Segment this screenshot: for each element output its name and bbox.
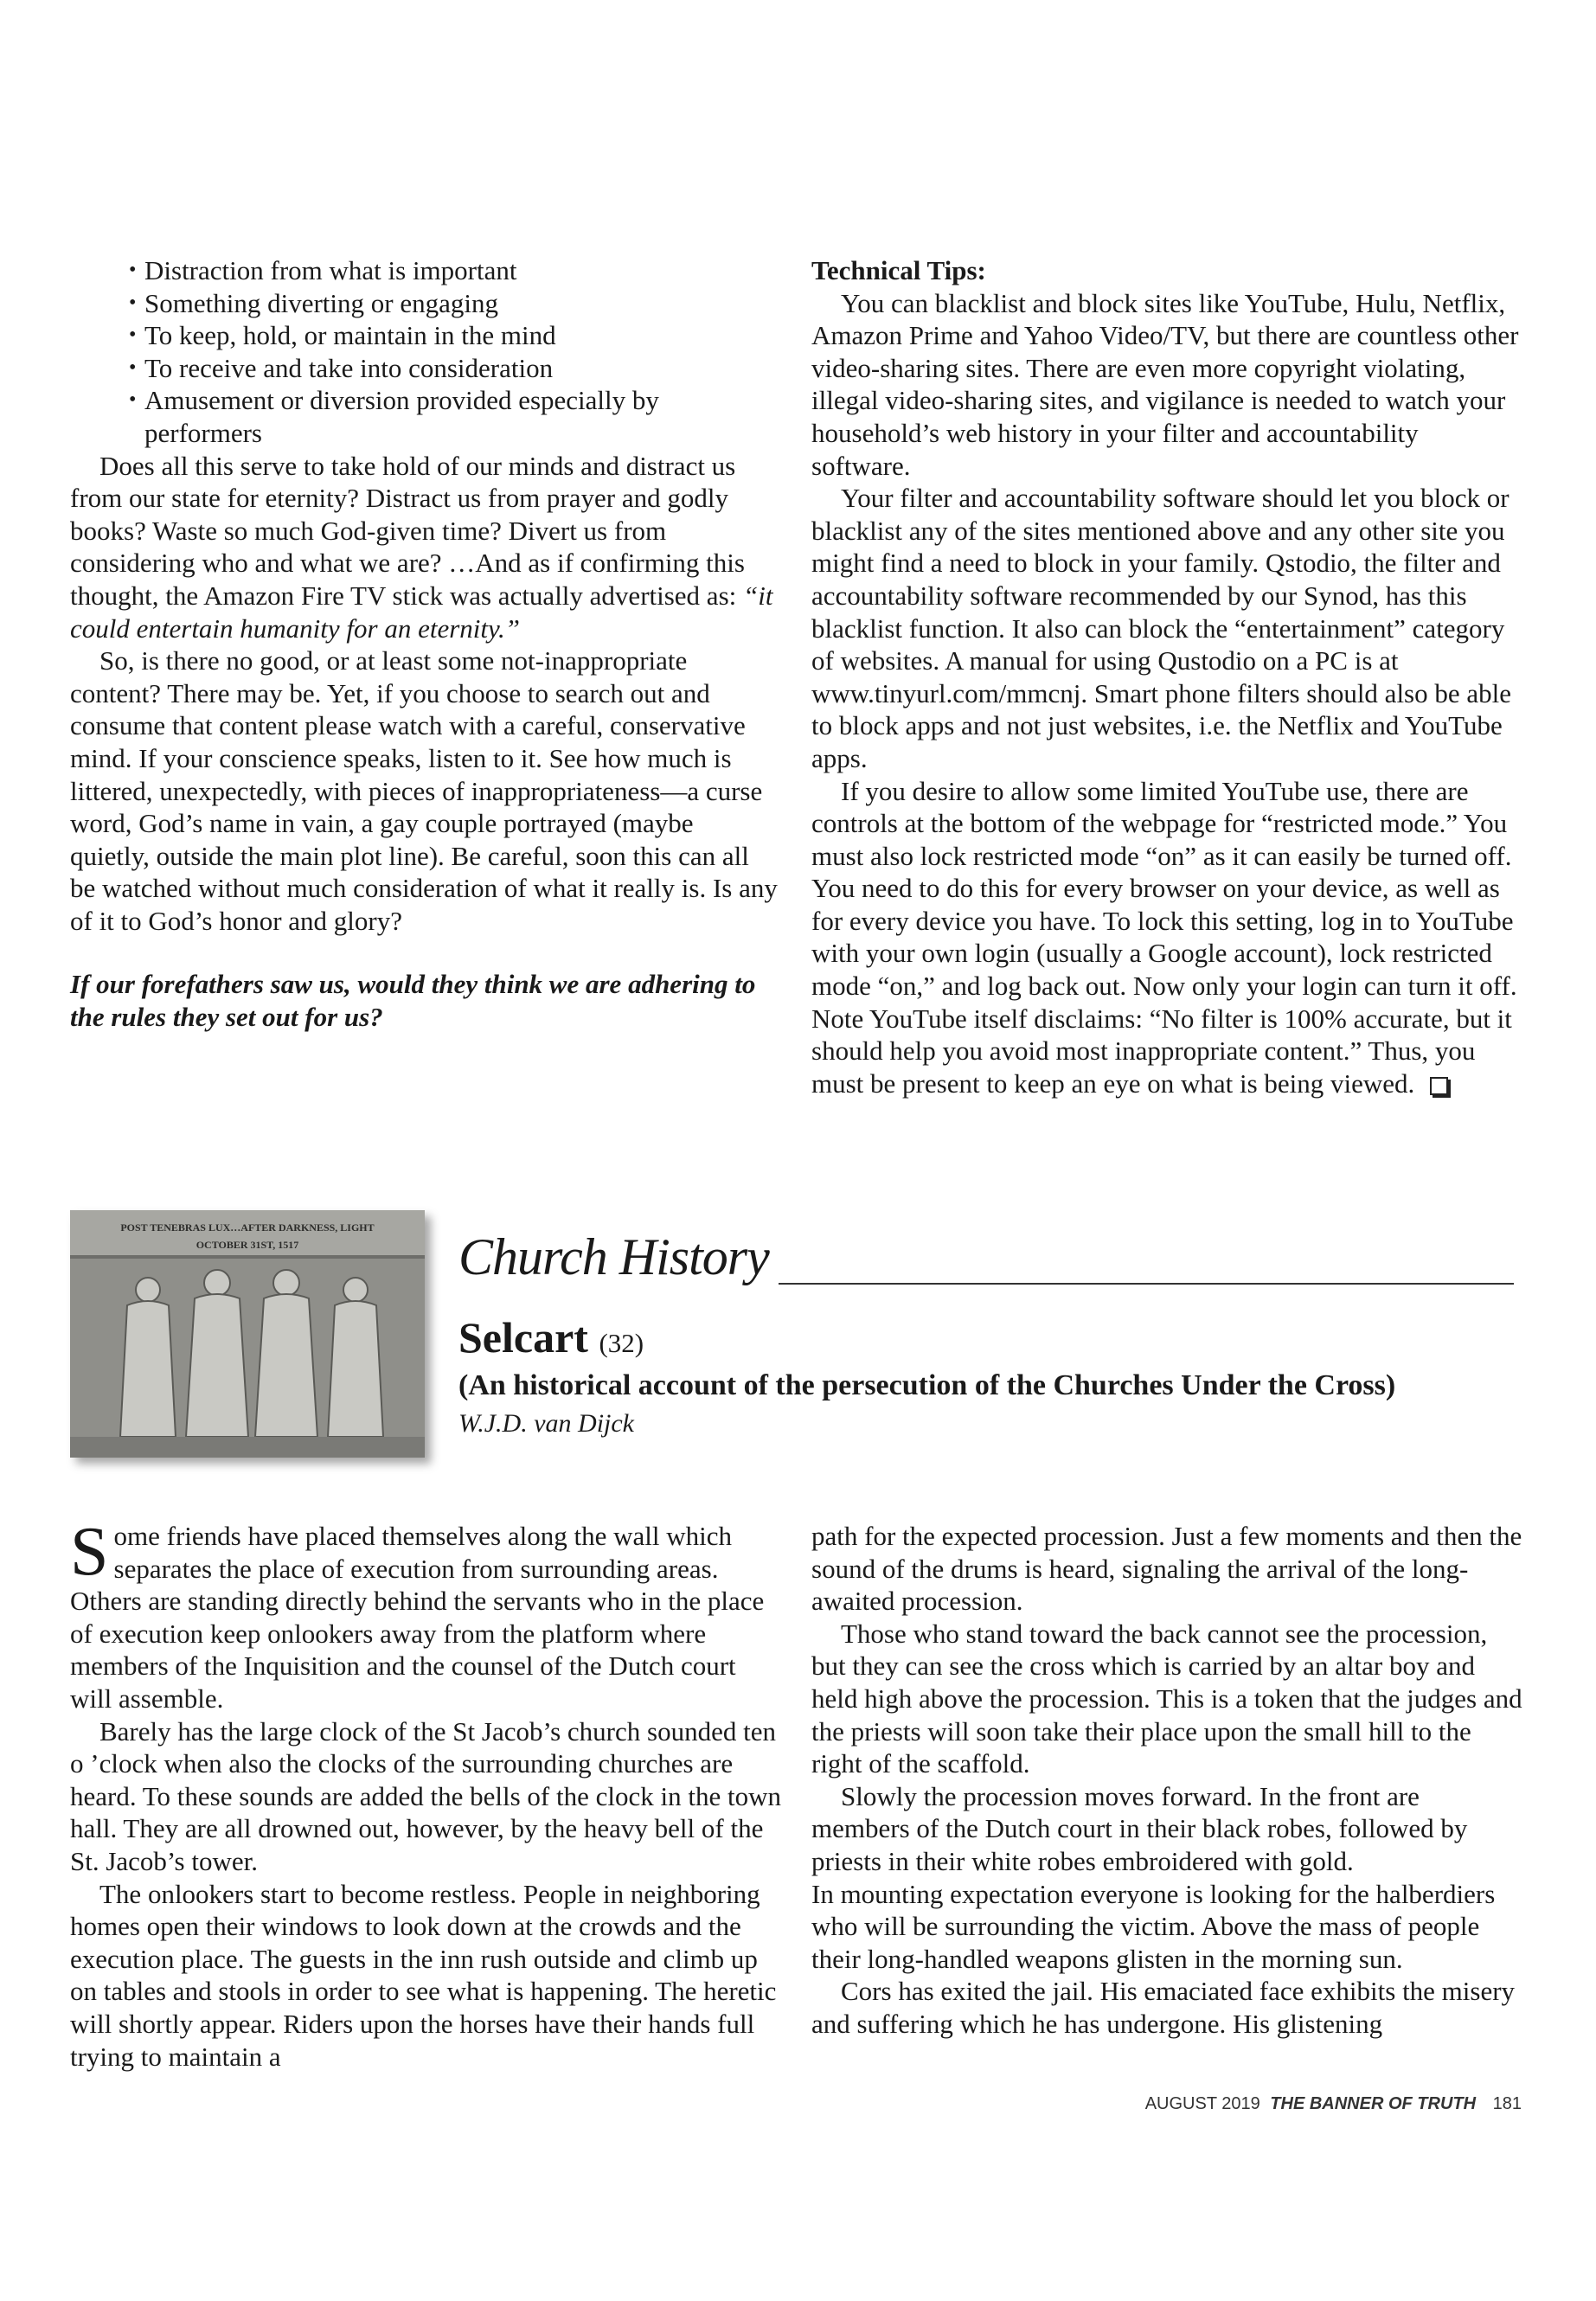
- paragraph: You can blacklist and block sites like YouTube, Hulu, Netflix, Amazon Prime and Yahoo Video/TV, but there are countless other video-sharing sites. There are even more copyright violating, illegal video-sharing sites, and vigilance is needed to watch your household’s web history in your filter and accountability software.: [811, 287, 1519, 481]
- top-left-column: [70, 254, 779, 1034]
- paragraph: Slowly the procession moves forward. In the front are members of the Dutch court in their black robes, followed by priests in their white robes embroidered with gold.: [811, 1780, 1468, 1876]
- section-title: Church History: [458, 1228, 769, 1285]
- quote: “it could entertain humanity for an eternity.”: [70, 580, 773, 644]
- paragraph: [811, 775, 1523, 1100]
- paragraph-text: If you desire to allow some limited YouTube use, there are controls at the bottom of the webpage for “restricted mode.” You must also lock restricted mode “on” as it can easily be turned off. You need to do this for every browser on your device, as well as for every device you have. To lock this setting, log in to YouTube with your own login (usually a Google account), lock restricted mode “on,” and log back out. Now only your login can turn it off. Note YouTube itself disclaims: “No filter is 100% accurate, but it should help you avoid most inappropriate content.” Thus, you must be present to keep an eye on what is being viewed.: [811, 775, 1517, 1099]
- paragraph: Barely has the large clock of the St Jacob’s church sounded ten o ’clock when also the clocks of the surrounding churches are heard. To these sounds are added the bells of the clock in the town hall. They are all drowned out, however, by the heavy bell of the St. Jacob’s tower.: [70, 1715, 781, 1876]
- paragraph: Your filter and accountability software should let you block or blacklist any of the sites mentioned above and any other site you might find a need to block in your family. Qstodio, the filter and accountability software recommended by our Synod, has this blacklist function. It also can block the “entertainment” category of websites. A manual for using Qustodio on a PC is at www.tinyurl.com/mmcnj. Smart phone filters should also be able to block apps and not just websites, i.e. the Netflix and YouTube apps.: [811, 483, 1512, 773]
- bottom-right-column: [811, 1520, 1523, 2041]
- article-subtitle: (An historical account of the persecution of the Churches Under the Cross): [458, 1369, 1396, 1401]
- end-mark-icon: [1430, 1077, 1448, 1095]
- issue-date: AUGUST 2019: [1144, 2094, 1260, 2113]
- reformation-wall-image: [70, 1210, 425, 1458]
- paragraph: So, is there no good, or at least some not-inappropriate content? There may be. Yet, if you choose to search out and consume that content please watch with a careful, conservative mind. If your conscience speaks, listen to it. See how much is littered, unexpectedly, with pieces of inappropriateness—a curse word, God’s name in vain, a gay couple portrayed (maybe quietly, outside the main plot line). Be careful, soon this can all be watched without much consideration of what it really is. Is any of it to God’s honor and glory?: [70, 645, 778, 936]
- paragraph: Those who stand toward the back cannot see the procession, but they can see the cross which is carried by an altar boy and held high above the procession. This is a token that the judges and the priests will soon take their place upon the small hill to the right of the scaffold.: [811, 1618, 1522, 1779]
- paragraph-text: ome friends have placed themselves along the wall which separates the place of execution from surrounding areas. Others are standing directly behind the servants who in the place of execution keep onlookers away from the platform where members of the Inquisition and the counsel of the Dutch court will assemble.: [70, 1521, 765, 1714]
- title-rule: [779, 1283, 1514, 1285]
- drop-cap: S: [70, 1514, 109, 1590]
- part-number: (32): [599, 1328, 644, 1358]
- inscription-line-2: OCTOBER 31ST, 1517: [195, 1239, 299, 1251]
- paragraph: In mounting expectation everyone is looking for the halberdiers who will be surrounding the victim. Above the mass of people their long-handled weapons glisten in the morning sun.: [811, 1878, 1496, 1974]
- list-item: • To keep, hold, or maintain in the mind: [129, 319, 779, 352]
- article-author: W.J.D. van Dijck: [458, 1409, 634, 1438]
- list-item: • Amusement or diversion provided especially by performers: [129, 384, 698, 449]
- magazine-name: THE BANNER OF TRUTH: [1270, 2094, 1477, 2113]
- top-right-column: [811, 254, 1523, 1099]
- closing-question: If our forefathers saw us, would they think we are adhering to the rules they set out for us?: [70, 969, 756, 1033]
- list-item: • Distraction from what is important: [129, 254, 779, 287]
- list-item: • Something diverting or engaging: [129, 287, 779, 320]
- paragraph: path for the expected procession. Just a few moments and then the sound of the drums is heard, signaling the arrival of the long-awaited procession.: [811, 1521, 1522, 1617]
- article-title: [458, 1311, 644, 1369]
- technical-tips-heading: Technical Tips:: [811, 255, 986, 285]
- paragraph: [70, 1514, 782, 1715]
- article-title-text: Selcart: [458, 1313, 588, 1362]
- reformation-wall-illustration: [70, 1210, 425, 1458]
- inscription-line-1: POST TENEBRAS LUX…AFTER DARKNESS, LIGHT: [120, 1221, 375, 1234]
- list-item: • To receive and take into consideration: [129, 352, 779, 385]
- page-footer: [1145, 2094, 1522, 2114]
- page-number: 181: [1492, 2094, 1522, 2113]
- paragraph-text: Does all this serve to take hold of our minds and distract us from our state for eternity? Distract us from prayer and godly books? Waste so much God-given time? Divert us from considering who and what we are? …And as if confirming this thought, the Amazon Fire TV stick was actually advertised as:: [70, 450, 745, 611]
- paragraph: [70, 450, 779, 645]
- definition-list: [70, 254, 779, 450]
- bottom-left-column: [70, 1514, 782, 2073]
- paragraph: Cors has exited the jail. His emaciated face exhibits the misery and suffering which he has undergone. His glistening: [811, 1976, 1516, 2039]
- paragraph: The onlookers start to become restless. People in neighboring homes open their windows to look down at the crowds and the execution place. The guests in the inn rush outside and climb up on tables and stools in order to see what is happening. The heretic will shortly appear. Riders upon the horses have their hands full trying to maintain a: [70, 1878, 777, 2072]
